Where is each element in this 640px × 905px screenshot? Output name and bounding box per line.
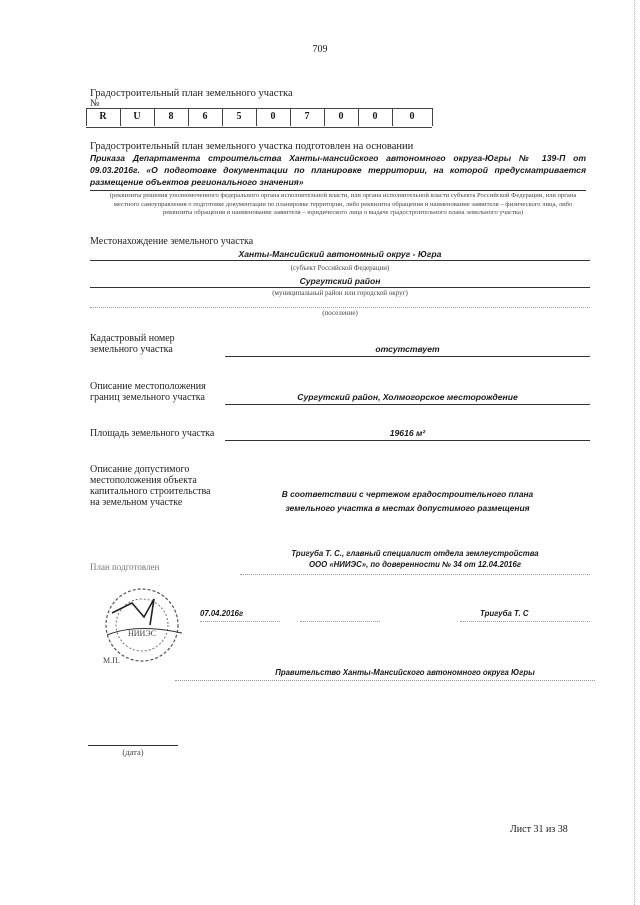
region-underline (90, 260, 590, 261)
area-label: Площадь земельного участка (90, 428, 215, 439)
location-label: Местонахождение земельного участка (90, 236, 254, 247)
location-region: Ханты-Мансийский автономный округ - Югра (238, 249, 442, 259)
permitted-label-line: Описание допустимого (90, 464, 190, 475)
code-char: 0 (409, 111, 415, 122)
basis-caption: (реквизиты решения уполномоченного федерального органа исполнительной власти, или органа исполнительной власти субъекта Российской Федерации, или органа местного самоуправления о подготовке документации по планировке территории, либо реквизиты обращения и наименование заявителя – физического лица, либо реквизиты обращения и наименование заявителя – юридического лица о выдаче градостроительного плана земельного участка) (109, 192, 577, 216)
code-divider (392, 108, 393, 126)
preparer-line-2: ООО «НИИЭС», по доверенности № 34 от 12.04.2016г (308, 560, 522, 569)
signature-underline (300, 621, 380, 622)
permitted-label-line: местоположения объекта (90, 475, 197, 486)
prepared-label: План подготовлен (90, 562, 160, 572)
code-char: R (99, 111, 107, 122)
permitted-value (225, 487, 590, 515)
code-divider (222, 108, 223, 126)
code-divider (86, 108, 87, 126)
scan-edge (634, 0, 635, 905)
stamp-label: НИИЭС (128, 629, 156, 638)
preparer-line-1: Тригуба Т. С., главный специалист отдела землеустройства (291, 549, 539, 558)
cadastral-label (90, 333, 175, 355)
area-value: 19616 м² (389, 428, 426, 438)
code-divider (120, 108, 121, 126)
cadastral-label-line: Кадастровый номер (90, 333, 175, 344)
cadastral-underline (225, 356, 590, 357)
settlement-underline (90, 307, 590, 308)
code-divider (188, 108, 189, 126)
date-underline (200, 621, 280, 622)
code-char: 0 (338, 111, 344, 122)
document-title: Градостроительный план земельного участка (90, 88, 293, 99)
code-char: 6 (202, 111, 208, 122)
stamp-mp: М.П. (103, 656, 120, 665)
area-underline (225, 440, 590, 441)
cadastral-value: отсутствует (375, 344, 440, 354)
district-caption: (муниципальный район или городской округ) (272, 289, 408, 297)
permitted-label-line: на земельном участке (90, 497, 183, 508)
page-number: 709 (312, 44, 328, 55)
boundary-label-line: границ земельного участка (90, 392, 205, 403)
code-char: 5 (236, 111, 242, 122)
cadastral-label-line: земельного участка (90, 344, 173, 355)
stamp-seal (92, 585, 202, 665)
sheet-info: Лист 31 из 38 (510, 824, 568, 835)
issue-date-line (88, 745, 178, 746)
name-underline (460, 621, 590, 622)
issue-date-caption: (дата) (122, 747, 144, 757)
code-divider (358, 108, 359, 126)
basis-text: Приказа Департамента строительства Ханты-мансийского автономного округа-Югры № 139-П от 09.03.2016г. «О подготовке документации по планировке территории, на которой предусматривается размещение объектов регионального значения» (90, 153, 586, 187)
code-divider (432, 108, 433, 126)
boundary-underline (225, 404, 590, 405)
issuer: Правительство Ханты-Мансийского автономного округа Югры (275, 668, 535, 677)
issuer-underline (175, 680, 595, 681)
code-char: U (133, 111, 141, 122)
code-char: 0 (372, 111, 378, 122)
sign-name: Тригуба Т. С (480, 609, 529, 618)
boundary-label-line: Описание местоположения (90, 381, 206, 392)
code-char: 7 (304, 111, 310, 122)
code-char: 8 (168, 111, 174, 122)
location-district: Сургутский район (299, 276, 381, 286)
code-divider (324, 108, 325, 126)
code-char: 0 (270, 111, 276, 122)
boundary-label (90, 381, 206, 403)
basis-underline (90, 190, 586, 191)
region-caption: (субъект Российской Федерации) (290, 264, 390, 272)
settlement-caption: (поселение) (322, 309, 358, 317)
permitted-label-line: капитального строительства (90, 486, 211, 497)
number-prefix: № (90, 98, 100, 109)
permitted-value-line: земельного участка в местах допустимого размещения (285, 503, 530, 513)
code-divider (154, 108, 155, 126)
district-underline (90, 287, 590, 288)
boundary-value: Сургутский район, Холмогорское месторождение (297, 392, 518, 402)
permitted-label (90, 464, 210, 508)
preparer-underline (240, 574, 590, 575)
permitted-value-line: В соответствии с чертежом градостроительного плана (281, 489, 534, 499)
basis-heading: Градостроительный план земельного участка подготовлен на основании (90, 141, 414, 152)
code-divider (256, 108, 257, 126)
sign-date: 07.04.2016г (200, 609, 244, 618)
code-divider (290, 108, 291, 126)
